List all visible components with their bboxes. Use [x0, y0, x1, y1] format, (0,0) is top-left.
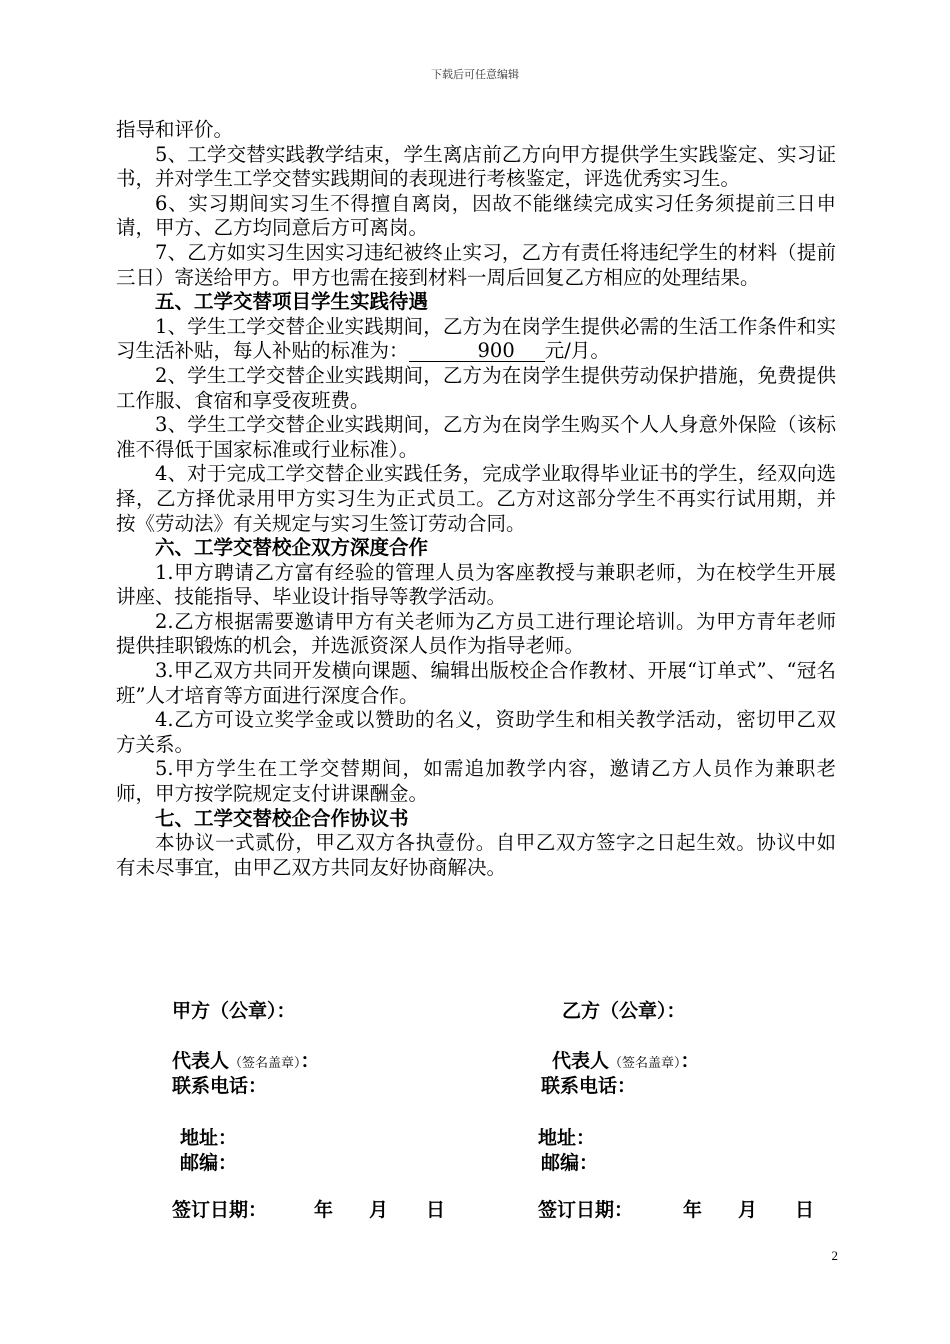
- party-a-phone: 联系电话：: [172, 1075, 268, 1097]
- paragraph: 2、学生工学交替企业实践期间，乙方为在岗学生提供劳动保护措施，免费提供工作服、食宿和享受夜班费。: [116, 363, 836, 412]
- page-number: 2: [831, 1248, 838, 1263]
- paragraph: 4、对于完成工学交替企业实践任务，完成学业取得毕业证书的学生，经双向选择，乙方择优录用甲方实习生为正式员工。乙方对这部分学生不再实行试用期，并按《劳动法》有关规定与实习生签订劳动合同。: [116, 462, 836, 535]
- date-label: 签订日期：: [538, 1199, 634, 1221]
- paragraph-text: 1、学生工学交替企业实践期间，乙方为在岗学生提供必需的生活工作条件和实习生活补贴，每人补贴的标准为：: [116, 314, 836, 363]
- party-b-seal: 乙方（公章）：: [562, 1000, 686, 1022]
- rep-label: 代表人: [172, 1050, 230, 1072]
- party-a-date: [172, 1195, 445, 1222]
- party-b-phone: 联系电话：: [541, 1075, 637, 1097]
- year-label: 年: [683, 1199, 703, 1221]
- paragraph: 5.甲方学生在工学交替期间，如需追加教学内容，邀请乙方人员作为兼职老师，甲方按学院规定支付讲课酬金。: [116, 757, 836, 806]
- month-label: 月: [738, 1199, 758, 1221]
- rep-note: （签名盖章）: [609, 1056, 681, 1071]
- page-header: 下载后可任意编辑: [431, 68, 519, 81]
- document-body: [116, 118, 836, 880]
- paragraph: 4.乙方可设立奖学金或以赞助的名义，资助学生和相关教学活动，密切甲乙双方关系。: [116, 708, 836, 756]
- paragraph: 5、工学交替实践教学结束，学生离店前乙方向甲方提供学生实践鉴定、实习证书，并对学生工学交替实践期间的表现进行考核鉴定，评选优秀实习生。: [116, 142, 836, 191]
- party-b-date: [538, 1195, 814, 1222]
- rep-colon: ：: [300, 1050, 320, 1072]
- party-b-postcode: 邮编：: [541, 1152, 599, 1174]
- year-label: 年: [314, 1199, 334, 1221]
- party-a-address: 地址：: [180, 1127, 238, 1149]
- day-label: 日: [795, 1199, 815, 1221]
- day-label: 日: [426, 1199, 446, 1221]
- paragraph: 7、乙方如实习生因实习违纪被终止实习，乙方有责任将违纪学生的材料（提前三日）寄送给甲方。甲方也需在接到材料一周后回复乙方相应的处理结果。: [116, 240, 836, 289]
- party-a-representative: [172, 1046, 320, 1073]
- section-heading: 六、工学交替校企双方深度合作: [155, 536, 429, 560]
- rep-note: （签名盖章）: [229, 1056, 301, 1071]
- month-label: 月: [369, 1199, 389, 1221]
- paragraph: 指导和评价。: [116, 118, 234, 141]
- rep-label: 代表人: [552, 1050, 610, 1072]
- paragraph: 1.甲方聘请乙方富有经验的管理人员为客座教授与兼职老师，为在校学生开展讲座、技能指导、毕业设计指导等教学活动。: [116, 560, 836, 609]
- paragraph-text: 元/月。: [544, 339, 610, 363]
- paragraph: [116, 315, 836, 364]
- section-heading: 五、工学交替项目学生实践待遇: [155, 290, 429, 314]
- paragraph: 本协议一式贰份，甲乙双方各执壹份。自甲乙双方签字之日起生效。协议中如有未尽事宜，由甲乙双方共同友好协商解决。: [116, 831, 836, 879]
- paragraph: 2.乙方根据需要邀请甲方有关老师为乙方员工进行理论培训。为甲方青年老师提供挂职锻炼的机会，并选派资深人员作为指导老师。: [116, 609, 836, 658]
- subsidy-amount: 900: [409, 341, 545, 362]
- paragraph: 6、实习期间实习生不得擅自离岗，因故不能继续完成实习任务须提前三日申请，甲方、乙方均同意后方可离岗。: [116, 191, 836, 240]
- party-a-seal: 甲方（公章）：: [172, 1000, 296, 1022]
- rep-colon: ：: [680, 1050, 700, 1072]
- paragraph: 3.甲乙双方共同开发横向课题、编辑出版校企合作教材、开展“订单式”、“冠名班”人才培育等方面进行深度合作。: [116, 659, 836, 707]
- section-heading: 七、工学交替校企合作协议书: [155, 806, 409, 830]
- party-a-postcode: 邮编：: [180, 1152, 238, 1174]
- paragraph: 3、学生工学交替企业实践期间，乙方为在岗学生购买个人人身意外保险（该标准不得低于国家标准或行业标准）。: [116, 413, 836, 461]
- party-b-representative: [552, 1046, 700, 1073]
- date-label: 签订日期：: [172, 1199, 268, 1221]
- party-b-address: 地址：: [538, 1127, 596, 1149]
